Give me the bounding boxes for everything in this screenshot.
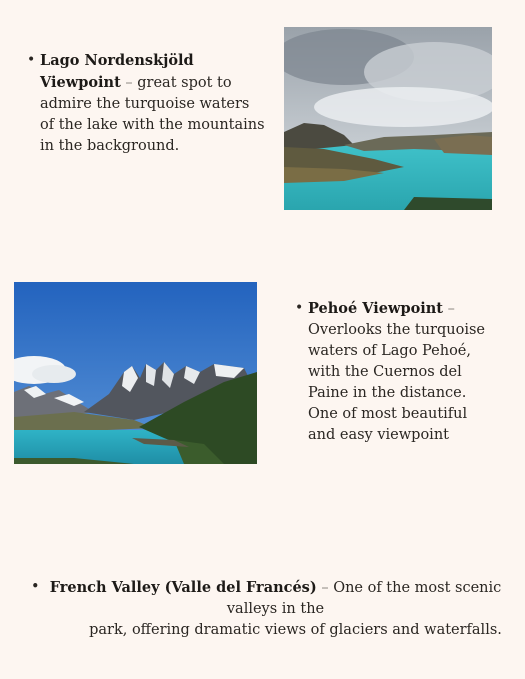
item-dash: – <box>120 75 138 91</box>
bullet-marker: • <box>27 52 36 68</box>
item-title: Lago Nordenskjöld Viewpoint <box>40 52 194 91</box>
pehoe-viewpoint-photo <box>14 282 257 464</box>
item-description: great spot to admire the turquoise waters of the lake with the mountains in the background. <box>40 75 265 154</box>
bullet-marker: • <box>31 579 40 595</box>
list-item-french-valley <box>0 577 525 641</box>
item-title: Pehoé Viewpoint <box>308 300 443 317</box>
list-item-pehoe <box>295 298 498 446</box>
item-dash: – <box>443 301 455 317</box>
bullet-marker: • <box>295 300 304 316</box>
list-item-lago-nordenskjold <box>27 50 265 157</box>
item-description-line1: One of the most scenic valleys in the <box>226 580 502 617</box>
item-dash: – <box>316 580 334 596</box>
item-title: French Valley (Valle del Francés) <box>49 579 317 596</box>
item-description: Overlooks the turquoise waters of Lago Pehoé, with the Cuernos del Paine in the distance. One of most beautiful and easy viewpoint <box>308 322 485 443</box>
item-description-line2: park, offering dramatic views of glaciers and waterfalls. <box>89 622 502 638</box>
lago-nordenskjold-photo <box>284 27 492 210</box>
